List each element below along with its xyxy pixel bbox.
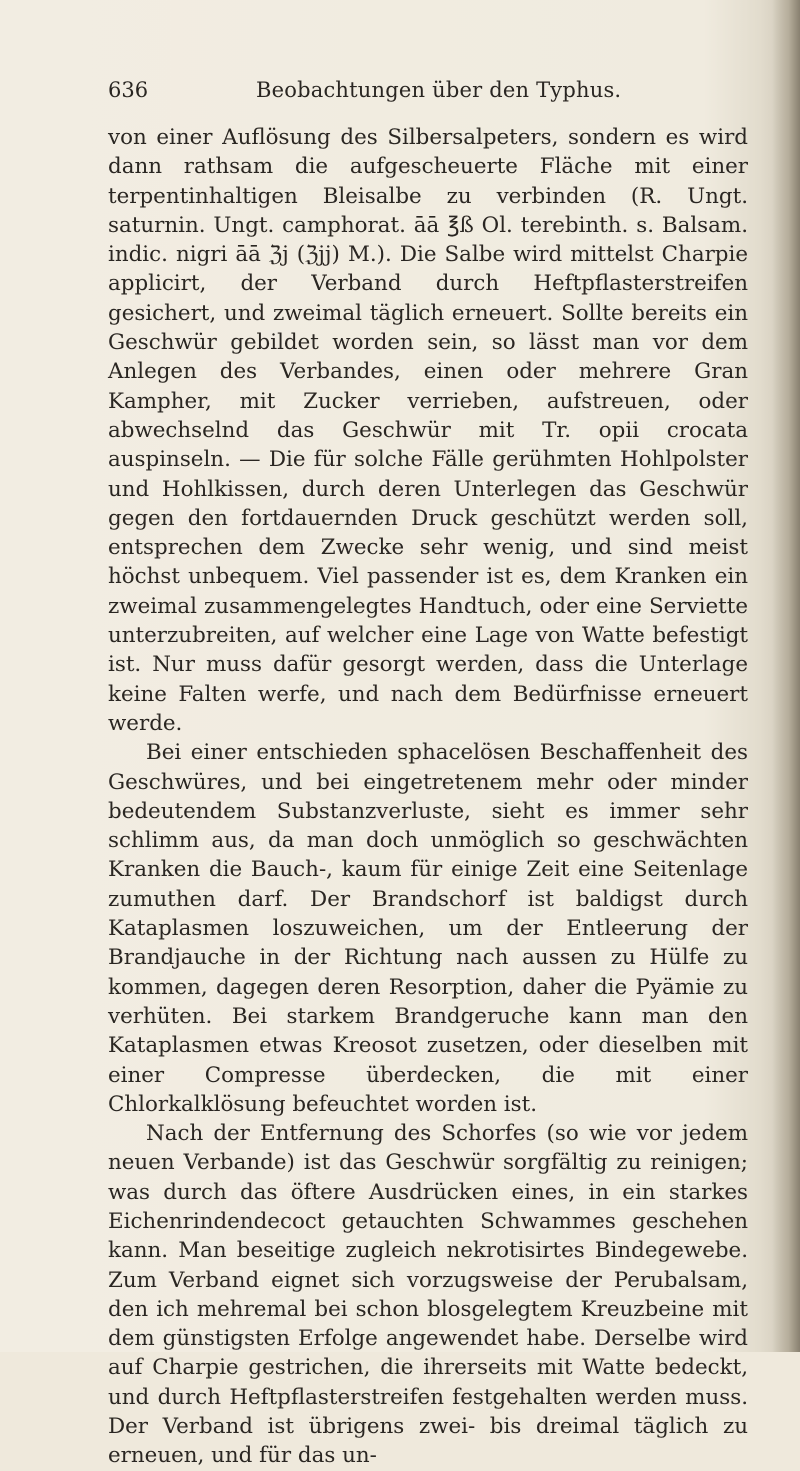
paragraph-3: Nach der Entfernung des Schorfes (so wie vor jedem neuen Verbande) ist das Geschwür sorgfältig zu reinigen; was durch das öftere Ausdrücken eines, in ein starkes Eichenrindendecoct getauchten Schwammes geschehen kann. Man beseitige zugleich nekrotisirtes Bindegewebe. Zum Verband eignet sich vorzugsweise der Perubalsam, den ich mehremal bei schon blosgelegtem Kreuzbeine mit dem günstigsten Erfolge angewendet habe. Derselbe wird auf Charpie gestrichen, die ihrerseits mit Watte bedeckt, und durch Heftpflasterstreifen festgehalten werden muss. Der Verband ist übrigens zwei- bis dreimal täglich zu erneuen, und für das un-	[108, 1121, 748, 1469]
page-header	[108, 70, 708, 110]
body-text	[108, 123, 748, 1471]
page-edge-shadow	[772, 0, 800, 1352]
page-number: 636	[108, 78, 149, 102]
paragraph-1: von einer Auflösung des Silbersalpeters, sondern es wird dann rathsam die aufgescheuerte Fläche mit einer terpentinhaltigen Bleisalbe zu verbinden (R. Ungt. saturnin. Ungt. camphorat. āā ℥ß Ol. terebinth. s. Balsam. indic. nigri āā ℨj (ℨjj) M.). Die Salbe wird mittelst Charpie applicirt, der Verband durch Heftpflasterstreifen gesichert, und zweimal täglich erneuert. Sollte bereits ein Geschwür gebildet worden sein, so lässt man vor dem Anlegen des Verbandes, einen oder mehrere Gran Kampher, mit Zucker verrieben, aufstreuen, oder abwechselnd das Geschwür mit Tr. opii crocata auspinseln. — Die für solche Fälle gerühmten Hohlpolster und Hohlkissen, durch deren Unterlegen das Geschwür gegen den fortdauernden Druck geschützt werden soll, entsprechen dem Zwecke sehr wenig, und sind meist höchst unbequem. Viel passender ist es, dem Kranken ein zweimal zusammengelegtes Handtuch, oder eine Serviette unterzubreiten, auf welcher eine Lage von Watte befestigt ist. Nur muss dafür gesorgt werden, dass die Unterlage keine Falten werfe, und nach dem Bedürfnisse erneuert werde.	[108, 125, 748, 736]
paragraph-2: Bei einer entschieden sphacelösen Beschaffenheit des Geschwüres, und bei eingetretenem mehr oder minder bedeutendem Substanzverluste, sieht es immer sehr schlimm aus, da man doch unmöglich so geschwächten Kranken die Bauch-, kaum für einige Zeit eine Seitenlage zumuthen darf. Der Brandschorf ist baldigst durch Kataplasmen loszuweichen, um der Entleerung der Brandjauche in der Richtung nach aussen zu Hülfe zu kommen, dagegen deren Resorption, daher die Pyämie zu verhüten. Bei starkem Brandgeruche kann man den Kataplasmen etwas Kreosot zusetzen, oder dieselben mit einer Compresse überdecken, die mit einer Chlorkalklösung befeuchtet worden ist.	[108, 740, 748, 1117]
running-head: Beobachtungen über den Typhus.	[256, 78, 622, 102]
